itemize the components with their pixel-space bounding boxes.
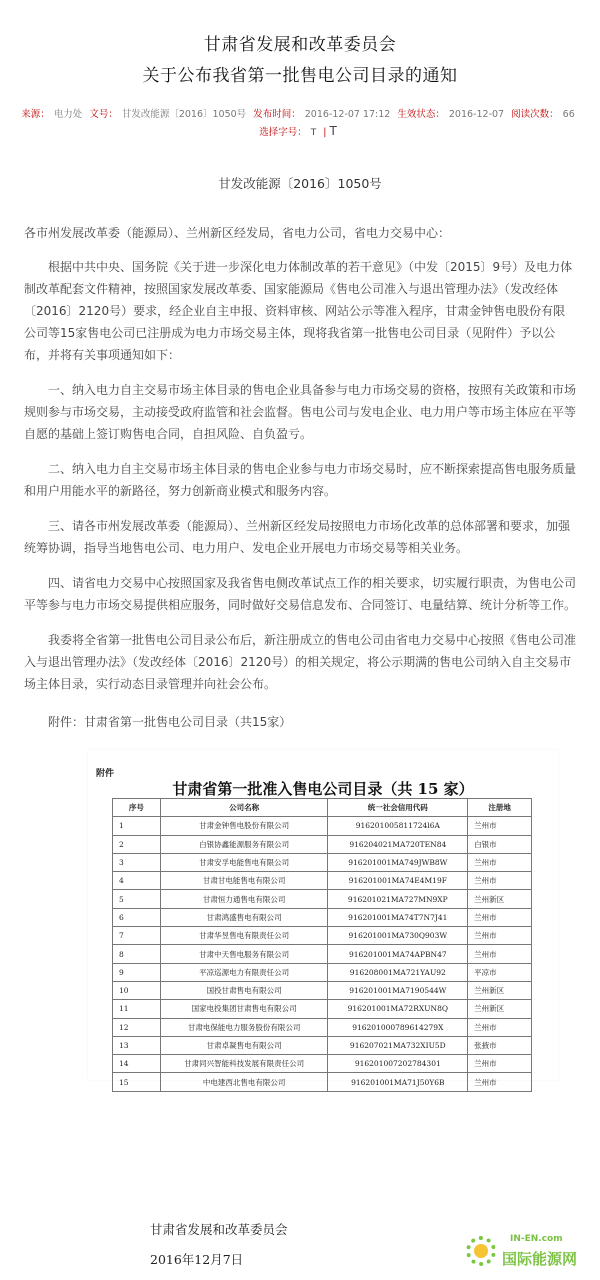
cell-index: 12 <box>113 1018 161 1036</box>
addressee: 各市州发展改革委（能源局）、兰州新区经发局，省电力公司，省电力交易中心： <box>24 226 451 240</box>
cell-index: 2 <box>113 835 161 853</box>
cell-company: 中电建西北售电有限公司 <box>160 1073 328 1091</box>
header-index: 序号 <box>113 799 161 817</box>
cell-company: 甘肃安孚电能售电有限公司 <box>160 853 328 871</box>
cell-credit-code: 916201001MA74T7N7J41 <box>328 908 468 926</box>
cell-location: 兰州新区 <box>468 890 532 908</box>
page-title-line1: 甘肃省发展和改革委员会 <box>203 35 397 55</box>
source-label: 来源： <box>21 109 50 120</box>
cell-credit-code: 916201021MA727MN9XP <box>328 890 468 908</box>
font-small-button[interactable]: T <box>310 128 317 138</box>
table-row <box>113 927 532 945</box>
cell-company: 甘肃卓凝售电有限公司 <box>160 1036 328 1054</box>
table-row <box>113 1018 532 1036</box>
cell-location: 兰州市 <box>468 1018 532 1036</box>
cell-company: 国家电投集团甘肃售电有限公司 <box>160 1000 328 1018</box>
table-row <box>113 981 532 999</box>
status-label: 生效状态： <box>397 109 445 120</box>
cell-location: 兰州市 <box>468 927 532 945</box>
docnum-label: 文号： <box>89 109 118 120</box>
table-row <box>113 1036 532 1054</box>
cell-company: 甘肃中天售电服务有限公司 <box>160 945 328 963</box>
table-row <box>113 963 532 981</box>
fontsize-label: 选择字号： <box>259 127 307 138</box>
signature-org: 甘肃省发展和改革委员会 <box>150 1222 288 1237</box>
cell-location: 白银市 <box>468 835 532 853</box>
cell-index: 13 <box>113 1036 161 1054</box>
cell-company: 甘肃恒力通售电有限公司 <box>160 890 328 908</box>
cell-credit-code: 916201005811724l6A <box>328 817 468 835</box>
document-number: 甘发改能源〔2016〕1050号 <box>218 176 382 191</box>
paragraph-2: 一、纳入电力自主交易市场主体目录的售电企业具备参与电力市场交易的资格，按照有关政策和市场规则参与市场交易，主动接受政府监管和社会监督。售电公司与发电企业、电力用户等市场主体应在平等自愿的基础上签订购售电合同，自担风险、自负盈亏。 <box>24 383 577 441</box>
paragraph-4: 三、请各市州发展改革委（能源局）、兰州新区经发局按照电力市场化改革的总体部署和要求，加强统筹协调，指导当地售电公司、电力用户、发电企业开展电力市场交易等相关业务。 <box>24 519 571 555</box>
watermark-cn: 国际能源网 <box>502 1250 578 1268</box>
paragraph-3: 二、纳入电力自主交易市场主体目录的售电企业参与电力市场交易时，应不断探索提高售电服务质量和用户用能水平的新路径，努力创新商业模式和服务内容。 <box>24 462 577 498</box>
cell-location: 兰州市 <box>468 872 532 890</box>
table-row <box>113 890 532 908</box>
page-title-line2: 关于公布我省第一批售电公司目录的通知 <box>142 66 458 86</box>
attachment-title: 甘肃省第一批准入售电公司目录（共 15 家） <box>172 780 474 798</box>
header-company: 公司名称 <box>160 799 328 817</box>
status-value: 2016-12-07 <box>448 109 505 120</box>
header-credit-code: 统一社会信用代码 <box>328 799 468 817</box>
page-header <box>0 30 600 86</box>
cell-credit-code: 916201001MA730Q903W <box>328 927 468 945</box>
cell-credit-code: 916201001MA72RXUN8Q <box>328 1000 468 1018</box>
cell-location: 兰州市 <box>468 817 532 835</box>
signature-date: 2016年12月7日 <box>150 1252 244 1267</box>
cell-company: 甘肃华昱售电有限责任公司 <box>160 927 328 945</box>
cell-index: 7 <box>113 927 161 945</box>
table-header-row <box>113 799 532 817</box>
cell-credit-code: 916201001MA74E4M19F <box>328 872 468 890</box>
paragraph-1: 根据中共中央、国务院《关于进一步深化电力体制改革的若干意见》（中发〔2015〕9号）及电力体制改革配套文件精神，按照国家发展改革委、国家能源局《售电公司准入与退出管理办法》（发改经体〔2016〕2120号）要求，经企业自主申报、资料审核、网站公示等准入程序，甘肃金钟售电股份有限公司等15家售电公司已注册成为电力市场交易主体，现将我省第一批售电公司目录（见附件）予以公布，并将有关事项通知如下： <box>24 260 573 362</box>
cell-index: 4 <box>113 872 161 890</box>
table-row <box>113 853 532 871</box>
cell-credit-code: 916208001MA721YAU92 <box>328 963 468 981</box>
cell-credit-code: 916201007202784301 <box>328 1055 468 1073</box>
source-value: 电力处 <box>53 109 83 120</box>
cell-index: 3 <box>113 853 161 871</box>
cell-company: 甘肃金钟售电股份有限公司 <box>160 817 328 835</box>
cell-company: 白银协鑫能源服务有限公司 <box>160 835 328 853</box>
cell-credit-code: 916201001MA74APBN47 <box>328 945 468 963</box>
watermark-logo <box>462 1230 594 1275</box>
cell-company: 甘肃电保能电力服务股份有限公司 <box>160 1018 328 1036</box>
cell-index: 14 <box>113 1055 161 1073</box>
cell-location: 兰州新区 <box>468 1000 532 1018</box>
table-row <box>113 835 532 853</box>
cell-company: 国投甘肃售电有限公司 <box>160 981 328 999</box>
table-body <box>113 817 532 1091</box>
cell-credit-code: 916201001MA71J50Y6B <box>328 1073 468 1091</box>
cell-index: 6 <box>113 908 161 926</box>
paragraph-5: 四、请省电力交易中心按照国家及我省售电侧改革试点工作的相关要求，切实履行职责，为售电公司平等参与电力市场交易提供相应服务，同时做好交易信息发布、合同签订、电量结算、统计分析等工作。 <box>24 576 577 612</box>
table-row <box>113 1055 532 1073</box>
cell-index: 1 <box>113 817 161 835</box>
table-row <box>113 908 532 926</box>
attachment-label: 附件 <box>96 769 115 779</box>
cell-credit-code: 916201000789614279X <box>328 1018 468 1036</box>
cell-company: 平凉巡源电力有限责任公司 <box>160 963 328 981</box>
table-row <box>113 945 532 963</box>
pub-value: 2016-12-07 17:12 <box>304 109 391 120</box>
pub-label: 发布时间： <box>253 109 301 120</box>
cell-company: 甘肃鸿盛售电有限公司 <box>160 908 328 926</box>
cell-credit-code: 916201001MA7190544W <box>328 981 468 999</box>
table-row <box>113 817 532 835</box>
paragraph-6: 我委将全省第一批售电公司目录公布后，新注册成立的售电公司由省电力交易中心按照《售电公司准入与退出管理办法》（发改经体〔2016〕2120号）的相关规定，将公示期满的售电公司纳入自主交易市场主体目录，实行动态目录管理并向社会公布。 <box>24 633 577 691</box>
attachment-line: 附件：甘肃省第一批售电公司目录（共15家） <box>48 715 292 729</box>
company-table <box>112 798 532 1092</box>
cell-location: 兰州市 <box>468 1055 532 1073</box>
reads-label: 阅读次数： <box>511 109 559 120</box>
cell-index: 8 <box>113 945 161 963</box>
reads-value: 66 <box>562 109 575 120</box>
cell-location: 兰州市 <box>468 945 532 963</box>
cell-location: 兰州市 <box>468 908 532 926</box>
cell-location: 兰州市 <box>468 1073 532 1091</box>
header-location: 注册地 <box>468 799 532 817</box>
cell-location: 张掖市 <box>468 1036 532 1054</box>
meta-bar: 来源： 电力处 文号： 甘发改能源〔2016〕1050号 发布时间： 2016-12-07 17:12 生效状态： 2016-12-07 阅读次数： 66 选择字号： T | T <box>21 109 575 138</box>
table-row <box>113 872 532 890</box>
cell-credit-code: 916207021MA732XIU5D <box>328 1036 468 1054</box>
cell-index: 11 <box>113 1000 161 1018</box>
cell-company: 甘肃甘电能售电有限公司 <box>160 872 328 890</box>
font-large-button[interactable]: T <box>329 124 337 138</box>
cell-location: 兰州新区 <box>468 981 532 999</box>
attachment-image <box>88 750 558 1087</box>
cell-index: 10 <box>113 981 161 999</box>
cell-index: 5 <box>113 890 161 908</box>
cell-index: 15 <box>113 1073 161 1091</box>
document-body <box>0 222 600 733</box>
cell-location: 平凉市 <box>468 963 532 981</box>
cell-index: 9 <box>113 963 161 981</box>
table-row <box>113 1000 532 1018</box>
logo-sun-icon <box>474 1244 488 1258</box>
docnum-value: 甘发改能源〔2016〕1050号 <box>121 109 247 120</box>
watermark-en: IN-EN.com <box>510 1234 563 1244</box>
cell-location: 兰州市 <box>468 853 532 871</box>
cell-credit-code: 916201001MA749JWB8W <box>328 853 468 871</box>
cell-credit-code: 916204021MA720TEN84 <box>328 835 468 853</box>
cell-company: 甘肃同兴智能科技发展有限责任公司 <box>160 1055 328 1073</box>
table-row <box>113 1073 532 1091</box>
